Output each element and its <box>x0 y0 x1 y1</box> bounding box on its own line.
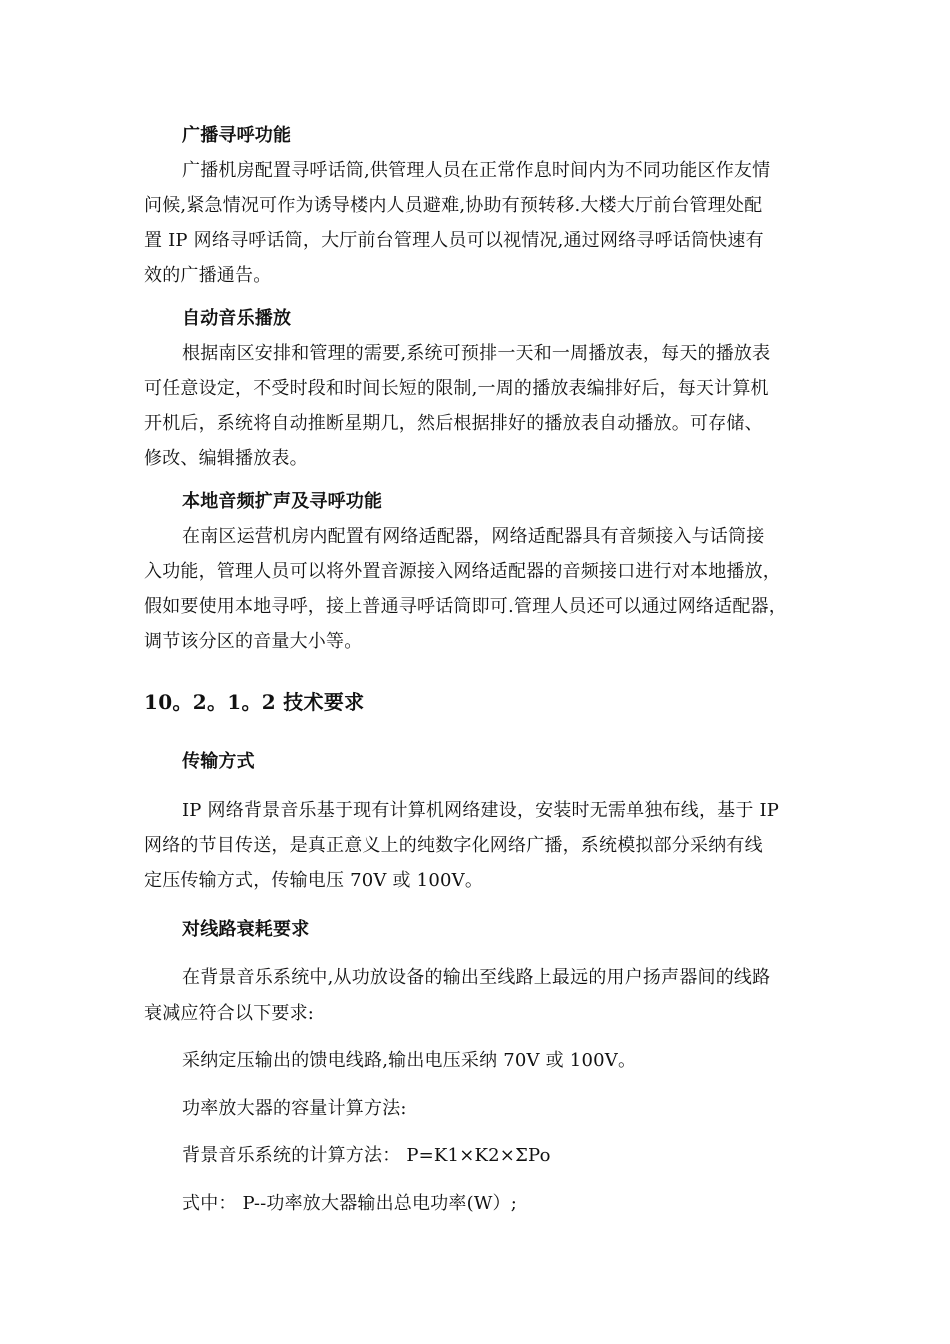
paragraph-line: 网络的节目传送，是真正意义上的纯数字化网络广播，系统模拟部分采纳有线 <box>144 835 763 856</box>
paragraph-line: 根据南区安排和管理的需要,系统可预排一天和一周播放表，每天的播放表 <box>182 343 771 364</box>
paragraph-line: 效的广播通告。 <box>144 265 272 286</box>
paragraph-line: 在背景音乐系统中,从功放设备的输出至线路上最远的用户扬声器间的线路 <box>182 967 771 988</box>
formula-line: 背景音乐系统的计算方法： P=K1×K2×ΣPo <box>182 1145 551 1166</box>
paragraph-line: 问候,紧急情况可作为诱导楼内人员避难,协助有预转移.大楼大厅前台管理处配 <box>144 195 763 216</box>
section-title-broadcast-paging: 广播寻呼功能 <box>182 125 292 146</box>
paragraph-line: 入功能，管理人员可以将外置音源接入网络适配器的音频接口进行对本地播放， <box>144 561 781 582</box>
paragraph-line: 置 IP 网络寻呼话筒，大厅前台管理人员可以视情况,通过网络寻呼话筒快速有 <box>144 230 764 251</box>
paragraph-line: IP 网络背景音乐基于现有计算机网络建设，安装时无需单独布线，基于 IP <box>182 800 780 821</box>
section-title-local-audio: 本地音频扩声及寻呼功能 <box>182 491 383 512</box>
paragraph-line: 修改、编辑播放表。 <box>144 448 308 469</box>
paragraph-line: 定压传输方式，传输电压 70V 或 100V。 <box>144 870 484 891</box>
paragraph-line: 采纳定压输出的馈电线路,输出电压采纳 70V 或 100V。 <box>182 1050 637 1071</box>
section-title-attenuation: 对线路衰耗要求 <box>182 919 310 940</box>
paragraph-line: 假如要使用本地寻呼，接上普通寻呼话筒即可.管理人员还可以通过网络适配器， <box>144 596 787 617</box>
paragraph-line: 广播机房配置寻呼话筒,供管理人员在正常作息时间内为不同功能区作友情 <box>182 160 771 181</box>
section-heading-tech-requirements: 10。2。1。2 技术要求 <box>144 690 365 714</box>
formula-explanation-line: 式中： P--功率放大器输出总电功率(W）; <box>182 1193 517 1214</box>
paragraph-line: 可任意设定，不受时段和时间长短的限制,一周的播放表编排好后，每天计算机 <box>144 378 769 399</box>
paragraph-line: 衰减应符合以下要求: <box>144 1003 315 1024</box>
paragraph-line: 调节该分区的音量大小等。 <box>144 631 363 652</box>
paragraph-line: 功率放大器的容量计算方法: <box>182 1098 407 1119</box>
section-title-transmission: 传输方式 <box>182 751 255 772</box>
paragraph-line: 在南区运营机房内配置有网络适配器，网络适配器具有音频接入与话筒接 <box>182 526 765 547</box>
section-title-auto-music: 自动音乐播放 <box>182 308 292 329</box>
paragraph-line: 开机后，系统将自动推断星期几，然后根据排好的播放表自动播放。可存储、 <box>144 413 763 434</box>
